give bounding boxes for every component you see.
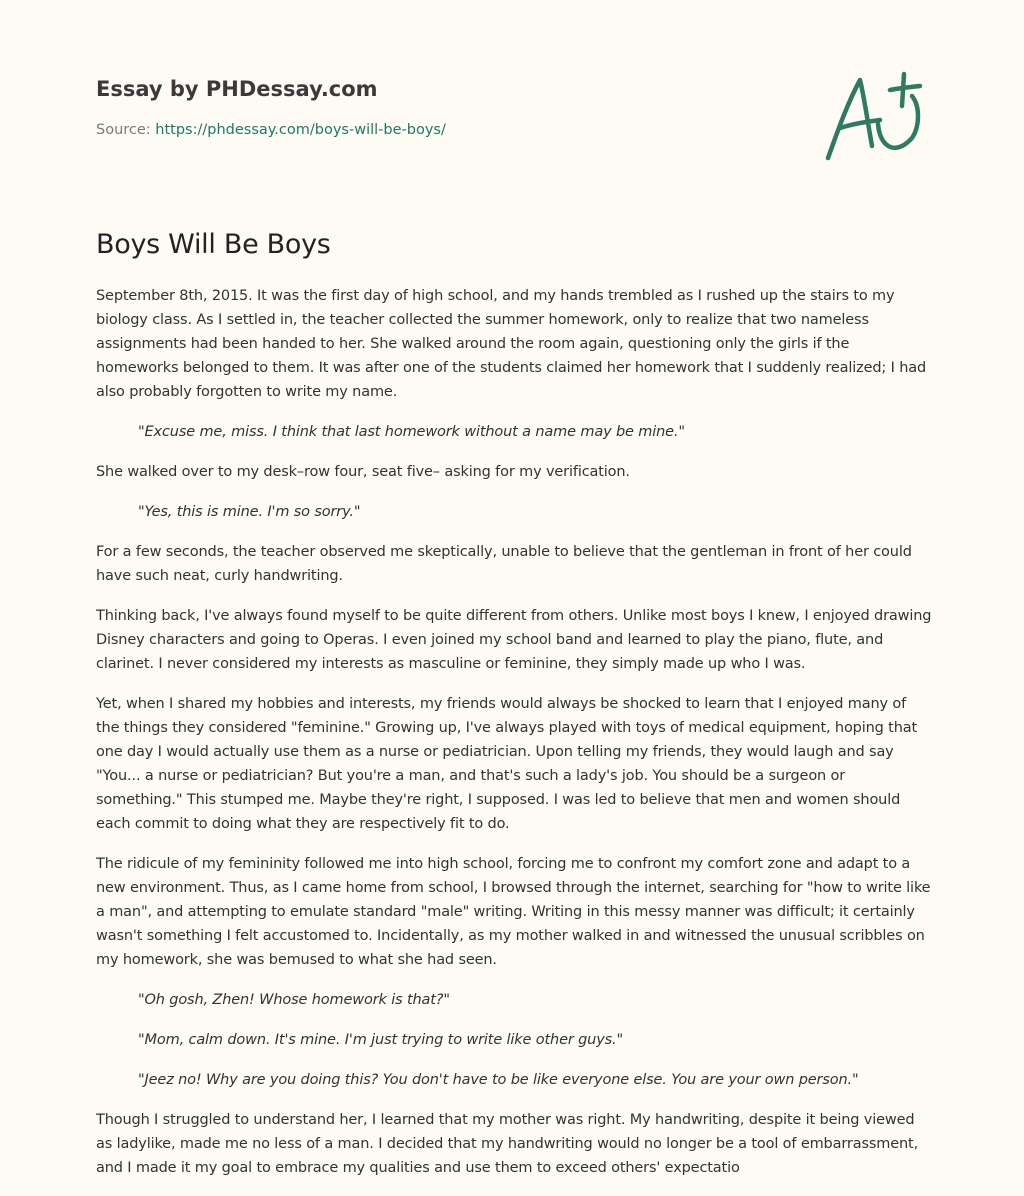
essay-paragraph: For a few seconds, the teacher observed me skeptically, unable to believe that the gentleman in front of her could have such neat, curly handwriting. xyxy=(96,544,912,584)
essay-paragraph: Yet, when I shared my hobbies and interests, my friends would always be shocked to learn that I enjoyed many of the things they considered "feminine." Growing up, I've always played with toys of medical equipment, hoping that one day I would actually use them as a nurse or pediatrician. Upon telling my friends, they would laugh and say "You... a nurse or pediatrician? But you're a man, and that's such a lady's job. You should be a surgeon or something." This stumped me. Maybe they're right, I supposed. I was led to believe that men and women should each commit to doing what they are respectively fit to do. xyxy=(96,696,918,832)
header xyxy=(96,74,796,140)
source-link[interactable]: https://phdessay.com/boys-will-be-boys/ xyxy=(155,122,446,138)
quote-paragraph: "Excuse me, miss. I think that last homework without a name may be mine." xyxy=(138,424,685,440)
quote-paragraph: "Mom, calm down. It's mine. I'm just trying to write like other guys." xyxy=(138,1032,624,1048)
essay-paragraph: September 8th, 2015. It was the first day of high school, and my hands trembled as I rushed up the stairs to my biology class. As I settled in, the teacher collected the summer homework, only to realize that two nameless assignments had been handed to her. She walked around the room again, questioning only the girls if the homeworks belonged to them. It was after one of the students claimed her homework that I suddenly realized; I had also probably forgotten to write my name. xyxy=(96,288,927,400)
site-title: Essay by PHDessay.com xyxy=(96,77,378,101)
essay-paragraph: Though I struggled to understand her, I learned that my mother was right. My handwriting, despite it being viewed as ladylike, made me no less of a man. I decided that my handwriting would no longer be a tool of embarrassment, and I made it my goal to embrace my qualities and use them to exceed others' expectatio xyxy=(96,1112,919,1176)
source-line xyxy=(96,120,796,140)
quote-paragraph: "Yes, this is mine. I'm so sorry." xyxy=(138,504,361,520)
essay-paragraph: She walked over to my desk–row four, seat five– asking for my verification. xyxy=(96,464,630,480)
essay-paragraph: The ridicule of my femininity followed me into high school, forcing me to confront my comfort zone and adapt to a new environment. Thus, as I came home from school, I browsed through the internet, searching for "how to write like a man", and attempting to emulate standard "male" writing. Writing in this messy manner was difficult; it certainly wasn't something I felt accustomed to. Incidentally, as my mother walked in and witnessed the unusual scribbles on my homework, she was bemused to what she had seen. xyxy=(96,856,931,968)
quote-paragraph: "Oh gosh, Zhen! Whose homework is that?" xyxy=(138,992,450,1008)
essay-paragraph: Thinking back, I've always found myself to be quite different from others. Unlike most boys I knew, I enjoyed drawing Disney characters and going to Operas. I even joined my school band and learned to play the piano, flute, and clarinet. I never considered my interests as masculine or feminine, they simply made up who I was. xyxy=(96,608,932,672)
a-plus-logo-icon xyxy=(820,66,930,166)
essay-title: Boys Will Be Boys xyxy=(96,229,331,260)
source-label: Source: xyxy=(96,122,156,138)
quote-paragraph: "Jeez no! Why are you doing this? You don't have to be like everyone else. You are your own person." xyxy=(138,1072,859,1088)
essay-body xyxy=(96,284,932,1196)
